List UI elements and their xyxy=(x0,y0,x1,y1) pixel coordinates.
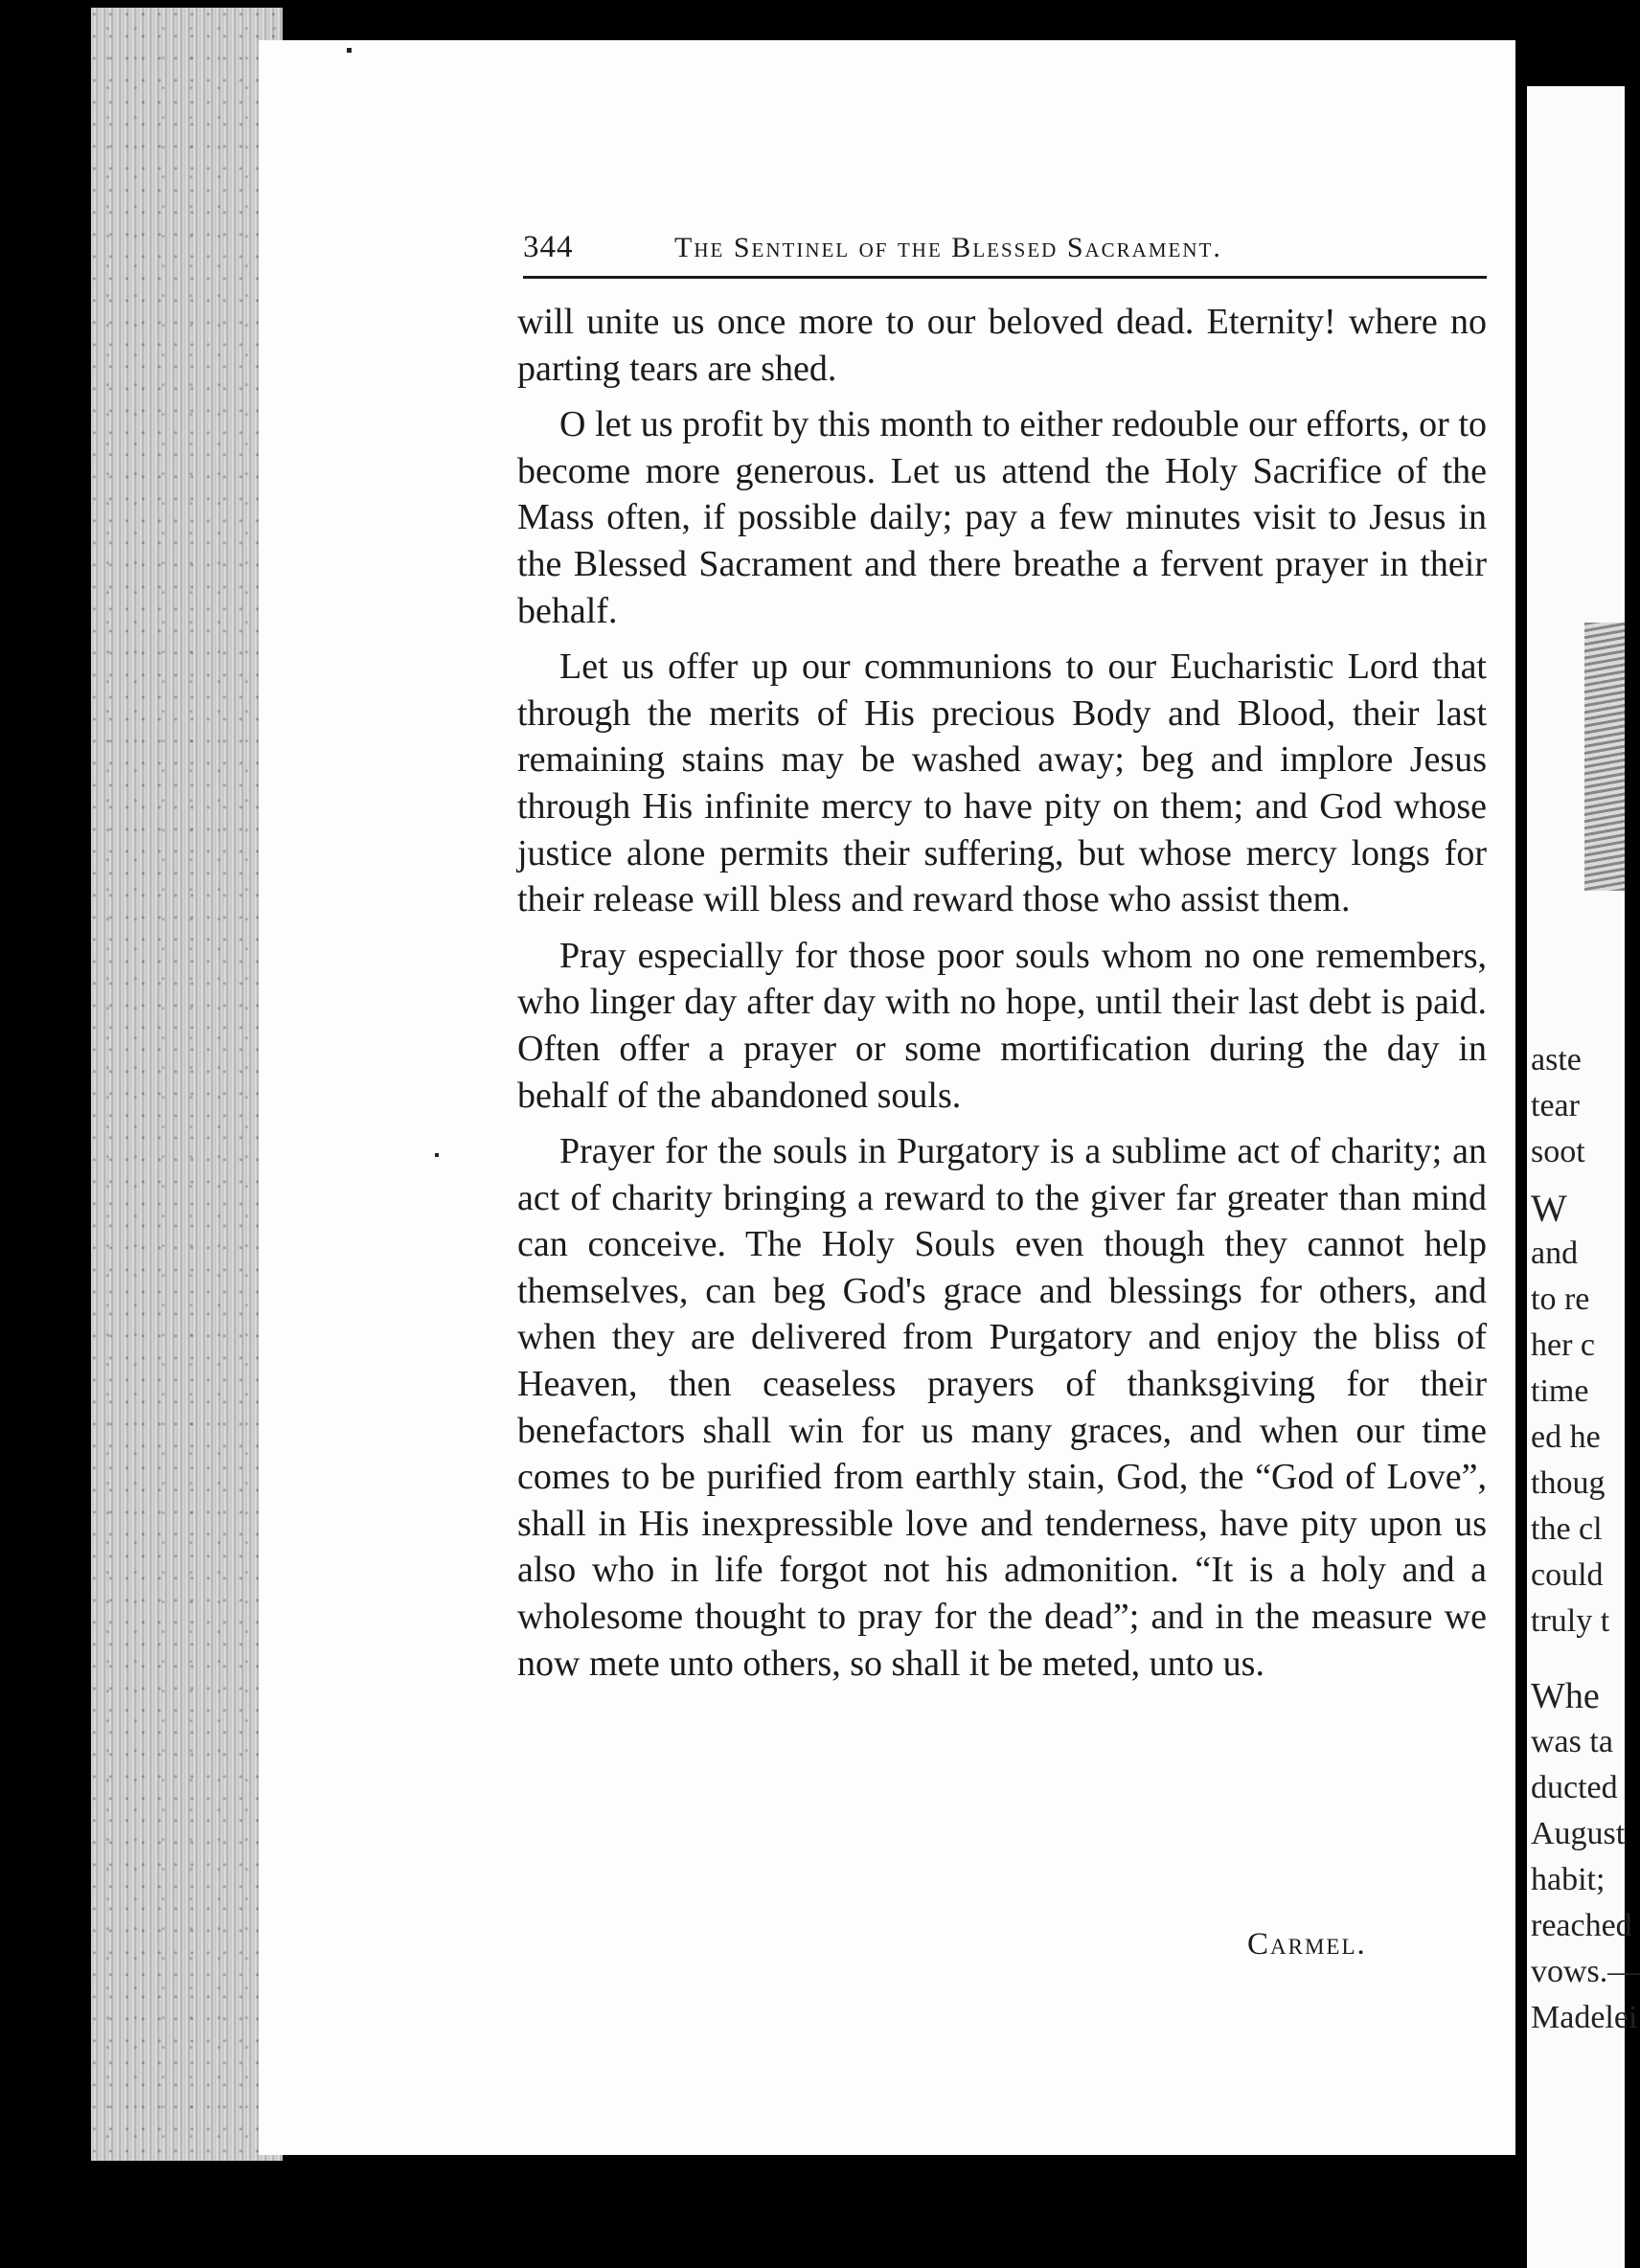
facing-page-fragment: Whe xyxy=(1531,1676,1600,1716)
facing-page-fragment: ed he xyxy=(1531,1419,1601,1455)
facing-page-fragment: soot xyxy=(1531,1134,1585,1169)
facing-page-fragment: her c xyxy=(1531,1327,1596,1363)
scan-speck xyxy=(435,1153,439,1157)
facing-page-fragment: tear xyxy=(1531,1088,1580,1123)
paragraph: Pray especially for those poor souls whom no one remembers, who linger day after day with no hope, until their last debt is paid. Often offer a prayer or some mortification during the day in behalf of the abandoned souls. xyxy=(517,935,1487,1116)
paragraph: Prayer for the souls in Purgatory is a sublime act of charity; an act of charity bringing a reward to the giver far greater than mind can conceive. The Holy Souls even though they cannot help themselves, can beg God's grace and blessings for others, and when they are delivered from Purgatory and enjoy the bliss of Heaven, then ceaseless prayers of thanksgiving for their benefactors shall win for us many graces, and when our time comes to be purified from earthly stain, God, the “God of Love”, shall in His inexpressible love and tenderness, have pity upon us also who in life forgot not his admonition. “It is a holy and a wholesome thought to pray for the dead”; and in the measure we now mete unto others, so shall it be meted, unto us. xyxy=(517,1131,1487,1684)
facing-page-fragment: habit; xyxy=(1531,1862,1606,1897)
facing-page-fragment: time xyxy=(1531,1373,1589,1409)
page-number: 344 xyxy=(523,230,574,264)
header-rule xyxy=(523,276,1487,279)
scan-speck xyxy=(347,48,352,53)
facing-page-fragment: the cl xyxy=(1531,1511,1603,1547)
facing-page-fragment: W xyxy=(1531,1187,1567,1230)
running-head xyxy=(523,230,1487,280)
facing-page-illustration xyxy=(1584,623,1625,891)
facing-page-fragment: August xyxy=(1531,1816,1626,1851)
book-page-edges xyxy=(91,8,283,2161)
facing-page-fragment: vows.— xyxy=(1531,1954,1640,1989)
running-title: The Sentinel of the Blessed Sacrament. xyxy=(674,232,1222,263)
facing-page-fragment: truly t xyxy=(1531,1603,1610,1639)
facing-page-fragment: and xyxy=(1531,1236,1579,1271)
paragraph: will unite us once more to our beloved dead. Eternity! where no parting tears are shed. xyxy=(517,302,1487,389)
facing-page-fragment: could xyxy=(1531,1557,1604,1593)
paragraph: Let us offer up our communions to our Eucharistic Lord that through the merits of His precious Body and Blood, their last remaining stains may be washed away; beg and implore Jesus through His infinite mercy to have pity on them; and God whose justice alone permits their suffering, but whose mercy longs for their release will bless and reward those who assist them. xyxy=(517,646,1487,920)
article-body xyxy=(517,299,1487,1696)
facing-page-fragment: ducted xyxy=(1531,1770,1618,1805)
facing-page-fragment: was ta xyxy=(1531,1724,1613,1759)
facing-page-sheet xyxy=(1527,86,1640,2268)
facing-page-fragment: reached xyxy=(1531,1908,1632,1943)
facing-page-fragment: to re xyxy=(1531,1281,1590,1317)
paragraph: O let us profit by this month to either redouble our efforts, or to become more generous. Let us attend the Holy Sacrifice of the Mass often, if possible daily; pay a few minutes visit to Jesus in the Blessed Sacrament and there breathe a fervent prayer in their behalf. xyxy=(517,404,1487,631)
facing-page-fragment: aste xyxy=(1531,1042,1582,1077)
facing-page-fragment: Madelei xyxy=(1531,2000,1638,2035)
facing-page xyxy=(1515,67,1640,2268)
facing-page-fragment: thoug xyxy=(1531,1465,1606,1501)
author-signature: Carmel. xyxy=(1247,1927,1367,1962)
